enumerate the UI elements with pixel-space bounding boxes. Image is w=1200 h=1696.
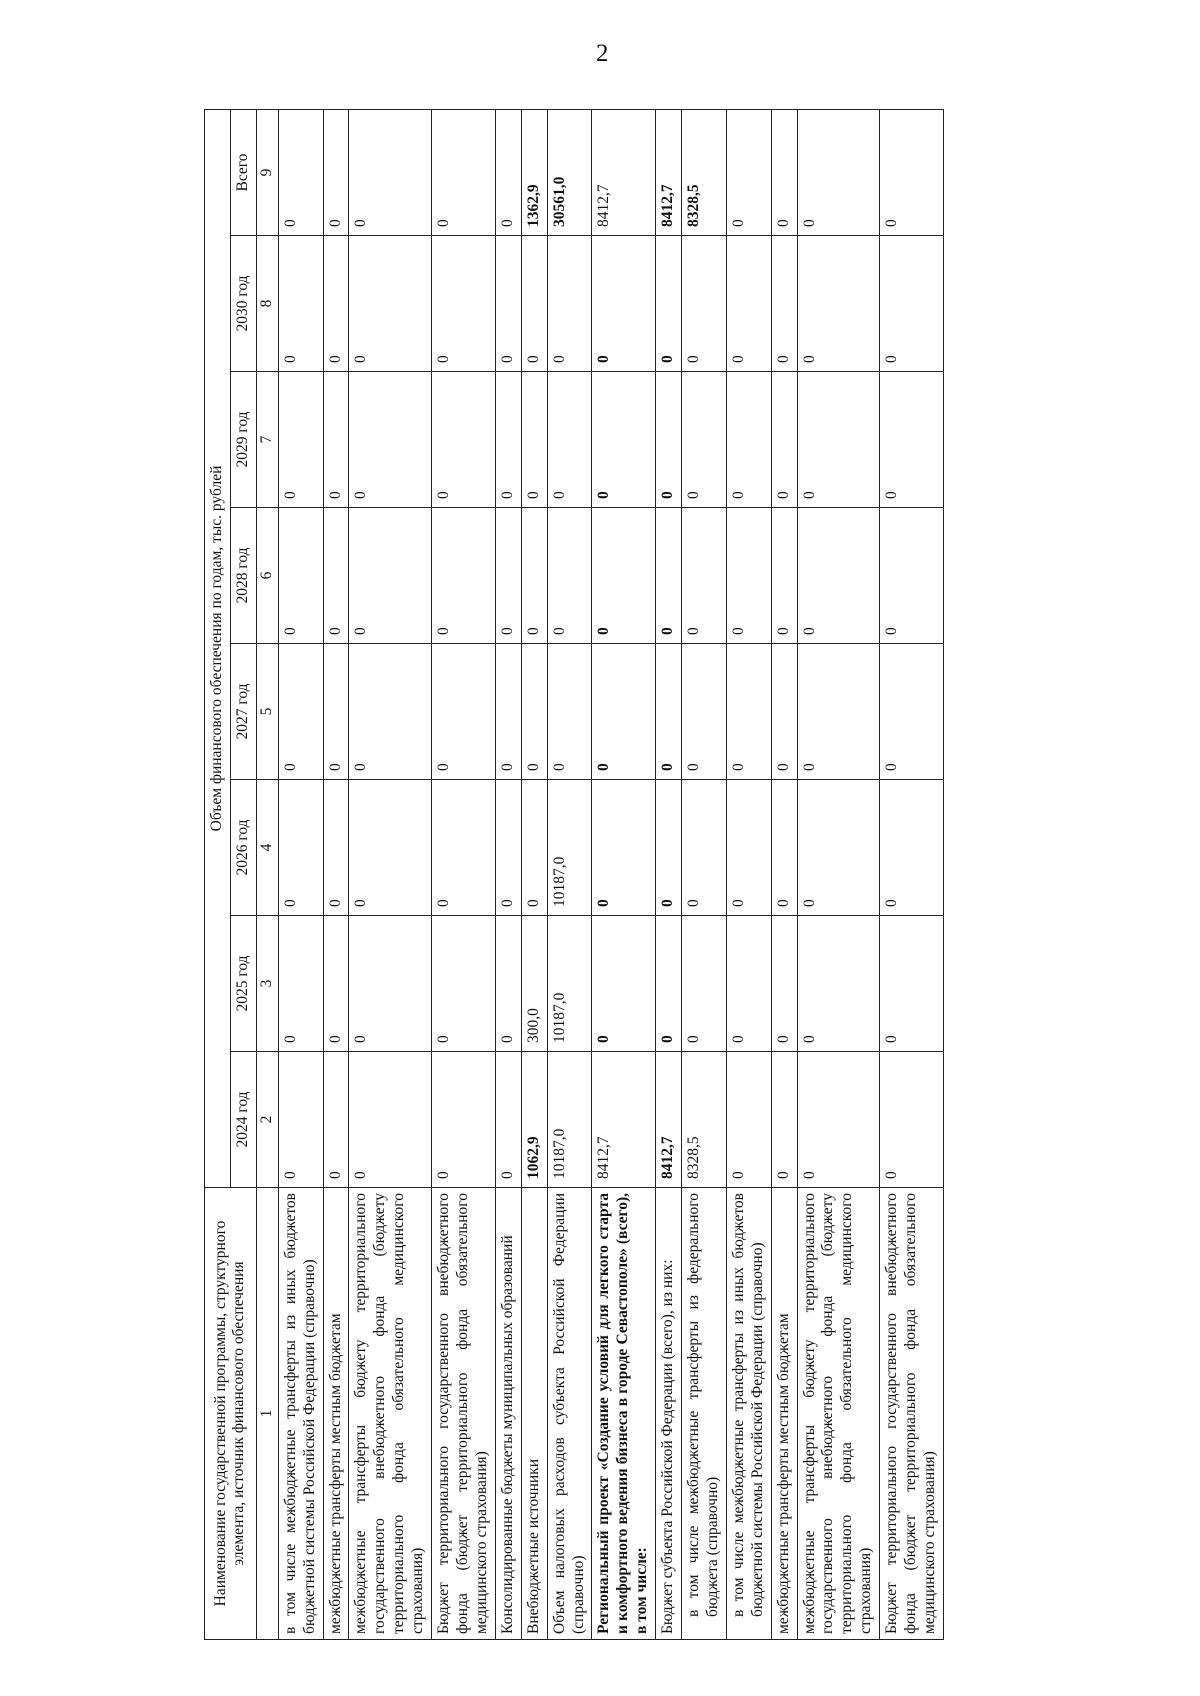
row-value: 0 (349, 644, 432, 780)
column-index: 8 (256, 236, 278, 372)
row-value: 0 (771, 372, 797, 508)
row-name: Бюджет субъекта Российской Федерации (всего), из них: (656, 1188, 682, 1640)
row-value: 30561,0 (547, 110, 592, 236)
table-row (521, 110, 547, 1640)
row-value: 0 (726, 110, 771, 236)
row-value: 1062,9 (521, 1052, 547, 1188)
column-index: 5 (256, 644, 278, 780)
row-value: 0 (495, 110, 521, 236)
row-value: 0 (349, 372, 432, 508)
row-value: 0 (592, 916, 656, 1052)
row-value: 0 (656, 916, 682, 1052)
row-value: 0 (880, 372, 944, 508)
column-index: 4 (256, 780, 278, 916)
table-row (323, 110, 349, 1640)
row-value: 0 (797, 780, 880, 916)
row-value: 0 (592, 508, 656, 644)
row-name: в том числе межбюджетные трансферты из федерального бюджета (справочно) (682, 1188, 727, 1640)
row-value: 0 (592, 780, 656, 916)
row-value: 0 (592, 236, 656, 372)
row-value: 0 (797, 916, 880, 1052)
row-name: межбюджетные трансферты бюджету территориального государственного внебюджетного фонда (бюджету территориального фонда обязательного медицинского страхования) (349, 1188, 432, 1640)
row-name: Региональный проект «Создание условий для легкого старта и комфортного ведения бизнеса в городе Севастополе» (всего), в том числе: (592, 1188, 656, 1640)
row-value: 0 (797, 110, 880, 236)
row-value: 0 (592, 372, 656, 508)
year-header: 2024 год (230, 1052, 256, 1188)
row-value: 0 (323, 110, 349, 236)
row-value: 0 (323, 236, 349, 372)
row-value: 0 (771, 916, 797, 1052)
column-index: 9 (256, 110, 278, 236)
row-value: 8412,7 (656, 1052, 682, 1188)
row-value: 0 (521, 644, 547, 780)
row-value: 0 (726, 508, 771, 644)
row-value: 0 (349, 236, 432, 372)
row-value: 0 (521, 508, 547, 644)
row-value: 0 (278, 1052, 323, 1188)
row-value: 300,0 (521, 916, 547, 1052)
row-value: 0 (547, 508, 592, 644)
row-value: 0 (547, 236, 592, 372)
row-value: 0 (682, 916, 727, 1052)
table-row (592, 110, 656, 1640)
row-value: 10187,0 (547, 780, 592, 916)
row-name: межбюджетные трансферты бюджету территориального государственного внебюджетного фонда (бюджету территориального фонда обязательного медицинского страхования) (797, 1188, 880, 1640)
row-value: 0 (726, 644, 771, 780)
row-value: 0 (432, 110, 496, 236)
row-value: 0 (797, 1052, 880, 1188)
year-header: 2028 год (230, 508, 256, 644)
index-row (256, 110, 278, 1640)
row-value: 0 (432, 780, 496, 916)
table-row (771, 110, 797, 1640)
header-row-1 (205, 110, 231, 1640)
row-value: 0 (349, 780, 432, 916)
row-name: Объем налоговых расходов субъекта Российской Федерации (справочно) (547, 1188, 592, 1640)
row-value: 0 (432, 916, 496, 1052)
table-row (726, 110, 771, 1640)
row-value: 0 (278, 780, 323, 916)
row-value: 0 (278, 236, 323, 372)
row-value: 0 (547, 372, 592, 508)
row-value: 0 (656, 644, 682, 780)
row-value: 0 (656, 780, 682, 916)
row-value: 10187,0 (547, 916, 592, 1052)
row-value: 10187,0 (547, 1052, 592, 1188)
row-value: 0 (495, 780, 521, 916)
row-value: 8412,7 (592, 1052, 656, 1188)
row-value: 0 (771, 110, 797, 236)
row-value: 0 (797, 644, 880, 780)
row-value: 0 (880, 1052, 944, 1188)
year-header: 2025 год (230, 916, 256, 1052)
row-value: 0 (432, 644, 496, 780)
row-value: 0 (349, 916, 432, 1052)
row-value: 0 (349, 1052, 432, 1188)
row-value: 0 (771, 780, 797, 916)
row-value: 0 (656, 372, 682, 508)
table-row (682, 110, 727, 1640)
row-value: 0 (432, 1052, 496, 1188)
row-name: Консолидированные бюджеты муниципальных образований (495, 1188, 521, 1640)
row-value: 8328,5 (682, 110, 727, 236)
column-index: 3 (256, 916, 278, 1052)
row-value: 0 (726, 236, 771, 372)
row-value: 0 (880, 644, 944, 780)
year-header: 2029 год (230, 372, 256, 508)
row-value: 0 (682, 372, 727, 508)
row-name: в том числе межбюджетные трансферты из иных бюджетов бюджетной системы Российской Федерации (справочно) (726, 1188, 771, 1640)
row-name: межбюджетные трансферты местным бюджетам (323, 1188, 349, 1640)
year-header: 2030 год (230, 236, 256, 372)
rotated-table-container (204, 110, 1200, 1640)
table-row (880, 110, 944, 1640)
row-name: в том числе межбюджетные трансферты из иных бюджетов бюджетной системы Российской Федерации (справочно) (278, 1188, 323, 1640)
row-value: 0 (495, 508, 521, 644)
table-row (495, 110, 521, 1640)
row-value: 0 (278, 372, 323, 508)
row-value: 0 (726, 916, 771, 1052)
row-value: 0 (880, 780, 944, 916)
table-row (432, 110, 496, 1640)
row-value: 8328,5 (682, 1052, 727, 1188)
row-value: 0 (771, 1052, 797, 1188)
row-value: 0 (726, 1052, 771, 1188)
table-body (278, 110, 943, 1640)
row-value: 8412,7 (656, 110, 682, 236)
row-value: 0 (349, 110, 432, 236)
row-value: 0 (547, 644, 592, 780)
row-value: 0 (349, 508, 432, 644)
row-value: 0 (771, 508, 797, 644)
row-value: 0 (432, 508, 496, 644)
row-value: 0 (495, 372, 521, 508)
row-value: 8412,7 (592, 110, 656, 236)
row-value: 0 (521, 372, 547, 508)
row-name: Бюджет территориального государственного внебюджетного фонда (бюджет территориального фонда обязательного медицинского страхования) (880, 1188, 944, 1640)
row-value: 0 (771, 644, 797, 780)
row-value: 0 (323, 916, 349, 1052)
row-value: 0 (797, 372, 880, 508)
row-value: 0 (682, 236, 727, 372)
year-header: 2026 год (230, 780, 256, 916)
row-value: 0 (521, 236, 547, 372)
column-index: 7 (256, 372, 278, 508)
row-value: 0 (880, 110, 944, 236)
table-row (797, 110, 880, 1640)
group-header: Объем финансового обеспечения по годам, тыс. рублей (205, 110, 231, 1188)
row-value: 0 (323, 644, 349, 780)
column-index: 2 (256, 1052, 278, 1188)
column-index: 6 (256, 508, 278, 644)
row-value: 0 (432, 236, 496, 372)
row-name: Бюджет территориального государственного внебюджетного фонда (бюджет территориального фонда обязательного медицинского страхования) (432, 1188, 496, 1640)
table-row (656, 110, 682, 1640)
row-value: 1362,9 (521, 110, 547, 236)
row-value: 0 (495, 1052, 521, 1188)
row-value: 0 (880, 916, 944, 1052)
row-value: 0 (323, 508, 349, 644)
row-value: 0 (682, 780, 727, 916)
row-value: 0 (880, 236, 944, 372)
row-name: межбюджетные трансферты местным бюджетам (771, 1188, 797, 1640)
row-value: 0 (495, 644, 521, 780)
table-row (547, 110, 592, 1640)
row-value: 0 (797, 508, 880, 644)
year-header: Всего (230, 110, 256, 236)
row-value: 0 (656, 508, 682, 644)
row-value: 0 (432, 372, 496, 508)
row-value: 0 (656, 236, 682, 372)
row-value: 0 (278, 110, 323, 236)
row-name: Внебюджетные источники (521, 1188, 547, 1640)
row-value: 0 (592, 644, 656, 780)
year-header: 2027 год (230, 644, 256, 780)
row-value: 0 (682, 644, 727, 780)
name-column-header: Наименование государственной программы, структурного элемента, источник финансового обеспечения (205, 1188, 257, 1640)
row-value: 0 (278, 644, 323, 780)
table-row (278, 110, 323, 1640)
row-value: 0 (278, 508, 323, 644)
row-value: 0 (495, 916, 521, 1052)
row-value: 0 (278, 916, 323, 1052)
financing-table (204, 109, 944, 1640)
row-value: 0 (521, 780, 547, 916)
row-value: 0 (726, 780, 771, 916)
row-value: 0 (323, 1052, 349, 1188)
row-value: 0 (323, 372, 349, 508)
row-value: 0 (880, 508, 944, 644)
row-value: 0 (771, 236, 797, 372)
row-value: 0 (495, 236, 521, 372)
table-row (349, 110, 432, 1640)
row-value: 0 (726, 372, 771, 508)
row-value: 0 (323, 780, 349, 916)
row-value: 0 (797, 236, 880, 372)
page-number: 2 (596, 40, 609, 67)
row-value: 0 (682, 508, 727, 644)
column-index: 1 (256, 1188, 278, 1640)
